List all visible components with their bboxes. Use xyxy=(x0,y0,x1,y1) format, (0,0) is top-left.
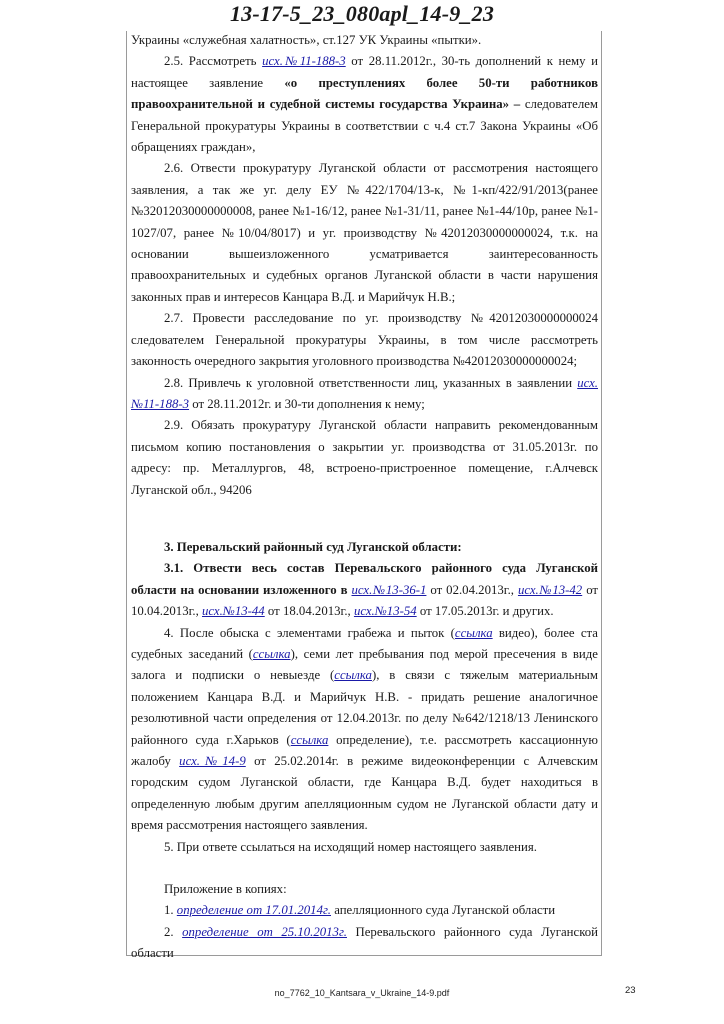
footer-filename: no_7762_10_Kantsara_v_Ukraine_14-9.pdf xyxy=(274,988,450,998)
text: определение), т.е. рассмотреть кассационную жалобу xyxy=(131,732,598,768)
reference-link[interactable]: исх.№14-9 xyxy=(179,754,246,768)
document-id-header: 13-17-5_23_080apl_14-9_23 xyxy=(229,1,495,26)
text: 2.7. Провести расследование по уг. производству №42012030000000024 следователем Генеральной прокуратуры Украины, в том числе рассмотреть законность очередного закрытия уголовного производства №42012030000000024; xyxy=(131,311,598,369)
text: 1. xyxy=(164,903,177,918)
document-body xyxy=(131,30,598,965)
paragraph xyxy=(131,30,598,51)
text: от 28.11.2012г., 30-ть дополнений к нему и настоящее заявление xyxy=(131,54,598,90)
text: 2.6. Отвести прокуратуру Луганской области от рассмотрения настоящего заявления, а так же уг. делу ЕУ №422/1704/13-к, №1-кп/422/91/2013(ранее №32012030000000008, ранее №1-16/12, ранее №1-31/11, ранее №1-44/10р, ранее №1-1027/07, ранее №10/04/8017) и уг. производству №42012030000000024, т.к. на основании вышеизложенного усматривается заинтересованность правоохранительных и судебных органов Луганской области в части нарушения законных прав и интересов Канцара В.Д. и Марийчук Н.В.; xyxy=(131,161,598,304)
attachment-item-2 xyxy=(131,922,598,965)
bold-text: 3.1. Отвести весь состав Перевальского районного суда Луганской области на основании изложенного в xyxy=(131,561,598,597)
page-number: 23 xyxy=(625,985,636,996)
paragraph-2-7 xyxy=(131,308,598,372)
text: от 02.04.2013г., xyxy=(426,582,518,597)
reference-link[interactable]: ссылка xyxy=(252,646,291,661)
reference-link[interactable]: исх.№11-188-3 xyxy=(131,375,598,411)
attachment-link[interactable]: определение от 17.01.2014г. xyxy=(176,903,331,918)
paragraph-5 xyxy=(131,837,598,858)
text: 2.8. Привлечь к уголовной ответственности лиц, указанных в заявлении xyxy=(164,375,578,390)
text: от 10.04.2013г., xyxy=(131,582,599,619)
text: Перевальского районного суда Луганской области xyxy=(131,924,599,961)
paragraph-2-6 xyxy=(131,158,598,308)
reference-link[interactable]: исх.№11-188-3 xyxy=(262,54,346,69)
reference-link[interactable]: исх.№13-36-1 xyxy=(351,582,427,597)
text: от 25.02.2014г. в режиме видеоконференции с Алчевским городским судом Луганской области, где Канцара В.Д. будет находиться в определенную любым другим апелляционным судом не Луганской области дату и время рассмотрения настоящего заявления. xyxy=(131,754,599,833)
text: от 18.04.2013г., xyxy=(264,604,354,619)
paragraph-3-1 xyxy=(131,558,598,622)
text: видео), более ста судебных заседаний ( xyxy=(131,625,598,661)
text: 2.9. Обязать прокуратуру Луганской области направить рекомендованным письмом копию постановления о закрытии уг. производства от 31.05.2013г. по адресу: пр. Металлургов, 48, встроено-пристроенное помещение, г.Алчевск Луганской обл., 94206 xyxy=(131,418,598,497)
attachments-heading: Приложение в копиях: xyxy=(164,882,287,897)
reference-link[interactable]: исх.№13-54 xyxy=(353,604,417,619)
text: 5. При ответе ссылаться на исходящий номер настоящего заявления. xyxy=(164,839,537,854)
text: от 17.05.2013г. и других. xyxy=(416,604,554,619)
reference-link[interactable]: ссылка xyxy=(290,732,329,747)
bold-text: «о преступлениях более 50-ти работников правоохранительной и судебной системы государства Украина» – xyxy=(131,75,598,112)
attachment-item-1 xyxy=(131,900,598,921)
text: 2. xyxy=(164,924,183,939)
reference-link[interactable]: ссылка xyxy=(334,668,372,683)
reference-link[interactable]: исх.№13-42 xyxy=(517,582,583,597)
paragraph-2-9 xyxy=(131,415,598,501)
paragraph-2-5 xyxy=(131,51,598,158)
paragraph-4 xyxy=(131,623,598,837)
text: следователем Генеральной прокуратуры Украины в соответствии с ч.4 ст.7 Закона Украины «Об обращениях граждан», xyxy=(131,97,598,155)
text: от 28.11.2012г. и 30-ти дополнения к нему; xyxy=(189,396,425,411)
reference-link[interactable]: ссылка xyxy=(454,625,493,640)
text: 2.5. Рассмотреть xyxy=(164,54,263,69)
text: 4. После обыска с элементами грабежа и пыток ( xyxy=(164,625,455,640)
text: Украины «служебная халатность», ст.127 УК Украины «пытки». xyxy=(131,33,482,47)
paragraph-2-8 xyxy=(131,373,598,416)
attachment-link[interactable]: определение от 25.10.2013г. xyxy=(182,924,347,939)
spacer xyxy=(131,501,598,537)
text: апелляционного суда Луганской области xyxy=(331,903,556,918)
section-heading: 3. Перевальский районный суд Луганской области: xyxy=(164,539,462,554)
spacer xyxy=(131,858,598,879)
reference-link[interactable]: исх.№13-44 xyxy=(202,604,265,619)
text: ), в связи с тяжелым материальным положением Канцара В.Д. и Марийчук Н.В. - придать решение аналогичное резолютивной части определения от 12.04.2013г. по делу №642/1218/13 Ленинского районного суда г.Харьков ( xyxy=(131,668,598,747)
text: ), семи лет пребывания под мерой пресечения в виде залога и подписки о невыезде ( xyxy=(131,646,598,683)
